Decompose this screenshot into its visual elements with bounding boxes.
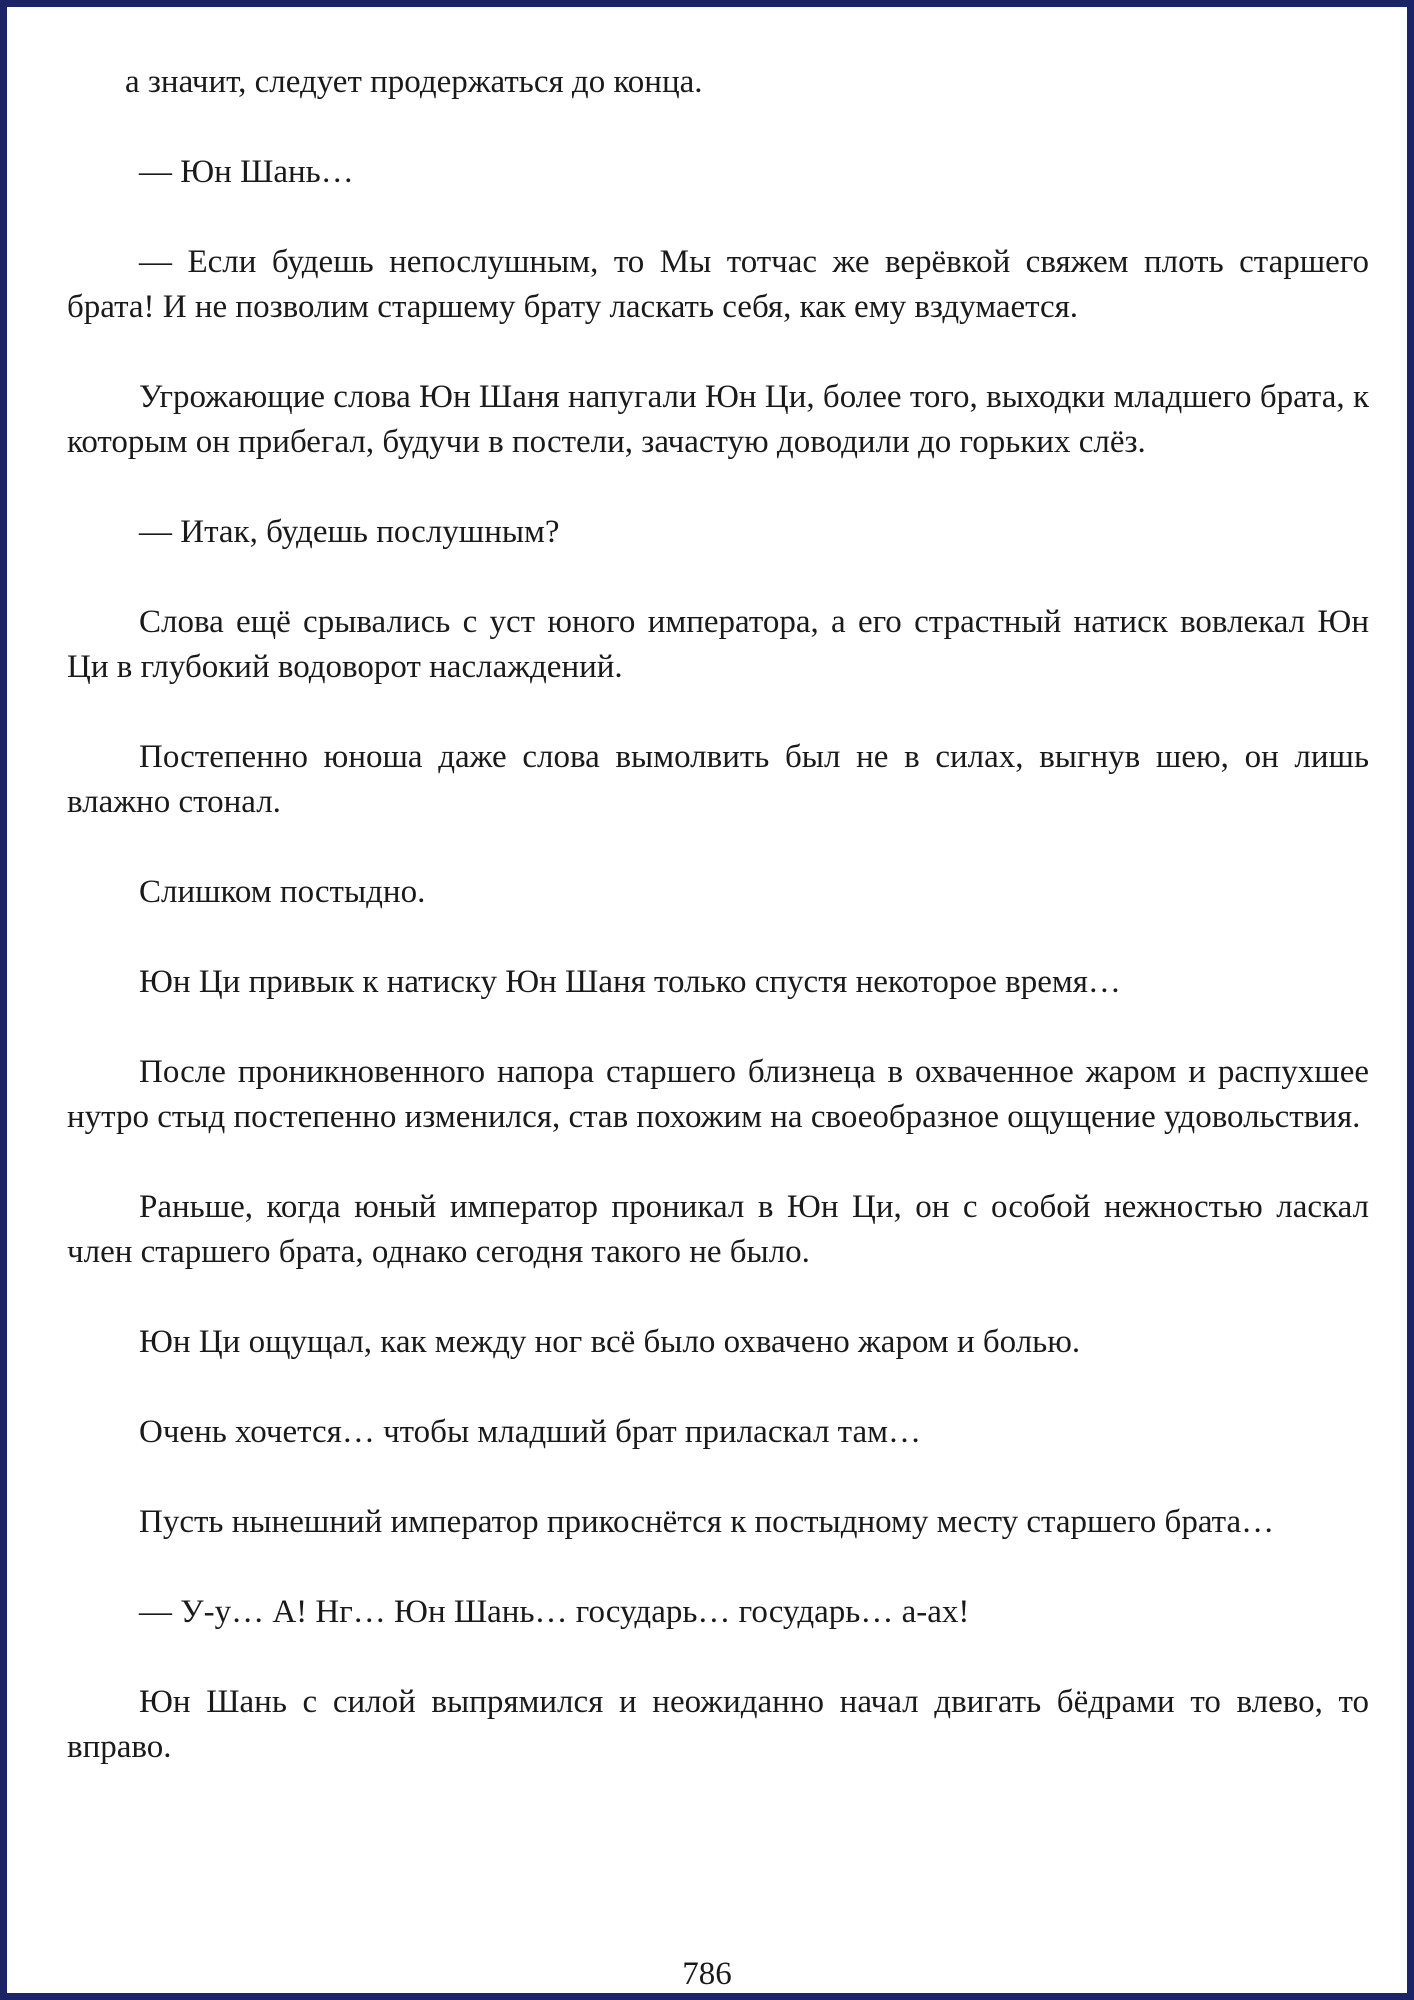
text-body bbox=[67, 60, 1369, 1770]
paragraph: После проникновенного напора старшего близнеца в охваченное жаром и распухшее нутро стыд постепенно изменился, став похожим на своеобразное ощущение удовольствия. bbox=[67, 1054, 1369, 1135]
paragraph: Юн Ци ощущал, как между ног всё было охвачено жаром и болью. bbox=[139, 1324, 1081, 1360]
paragraph: Пусть нынешний император прикоснётся к постыдному месту старшего брата… bbox=[139, 1504, 1275, 1540]
paragraph: Юн Ци привык к натиску Юн Шаня только спустя некоторое время… bbox=[139, 964, 1121, 1000]
paragraph: — Итак, будешь послушным? bbox=[139, 514, 560, 550]
paragraph: — Юн Шань… bbox=[139, 154, 354, 190]
paragraph: Постепенно юноша даже слова вымолвить был не в силах, выгнув шею, он лишь влажно стонал. bbox=[67, 739, 1369, 820]
paragraph: Юн Шань с силой выпрямился и неожиданно начал двигать бёдрами то влево, то вправо. bbox=[67, 1684, 1369, 1765]
paragraph: Слова ещё срывались с уст юного императора, а его страстный натиск вовлекал Юн Ци в глубокий водоворот наслаждений. bbox=[67, 604, 1369, 685]
paragraph: Очень хочется… чтобы младший брат приласкал там… bbox=[139, 1414, 922, 1450]
paragraph: Слишком постыдно. bbox=[139, 874, 426, 910]
paragraph: а значит, следует продержаться до конца. bbox=[125, 64, 703, 100]
paragraph: — У-у… А! Нг… Юн Шань… государь… государь… а-ах! bbox=[139, 1594, 970, 1630]
paragraph: Раньше, когда юный император проникал в Юн Ци, он с особой нежностью ласкал член старшего брата, однако сегодня такого не было. bbox=[67, 1189, 1369, 1270]
page-number: 786 bbox=[682, 1956, 732, 1992]
paragraph: — Если будешь непослушным, то Мы тотчас же верёвкой свяжем плоть старшего брата! И не позволим старшему брату ласкать себя, как ему вздумается. bbox=[67, 244, 1369, 325]
paragraph: Угрожающие слова Юн Шаня напугали Юн Ци, более того, выходки младшего брата, к которым он прибегал, будучи в постели, зачастую доводили до горьких слёз. bbox=[67, 379, 1369, 460]
